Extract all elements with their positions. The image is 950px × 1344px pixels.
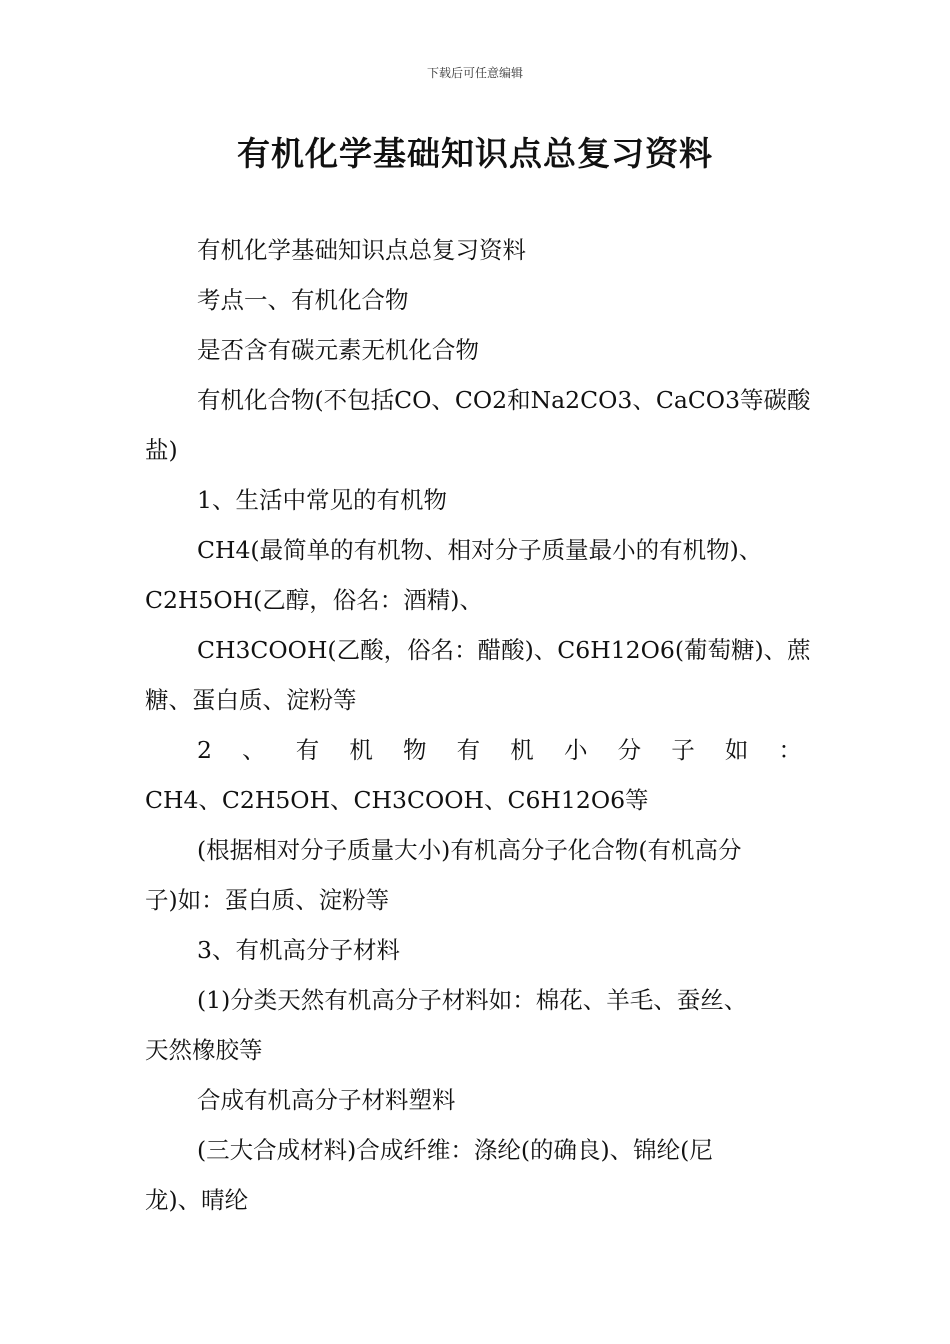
paragraph-organic-compound-definition bbox=[145, 375, 810, 475]
spread-token: 有 bbox=[295, 736, 320, 764]
spread-token: 机 bbox=[510, 736, 534, 764]
spread-token: 如 bbox=[724, 736, 749, 764]
paragraph-line: 子)如：蛋白质、淀粉等 bbox=[145, 886, 390, 914]
paragraph-line: 有机化合物(不包括CO、CO2和Na2CO3、CaCO3等碳酸 bbox=[197, 386, 811, 414]
paragraph-section-1: 1、生活中常见的有机物 bbox=[197, 486, 447, 514]
paragraph-line: CH4(最简单的有机物、相对分子质量最小的有机物)、 bbox=[197, 536, 763, 564]
paragraph-line: (三大合成材料)合成纤维：涤纶(的确良)、锦纶(尼 bbox=[197, 1136, 713, 1164]
paragraph-small-molecules bbox=[145, 725, 810, 825]
paragraph-section-3: 3、有机高分子材料 bbox=[197, 936, 400, 964]
paragraph-line: 糖、蛋白质、淀粉等 bbox=[145, 686, 357, 714]
spread-token: 有 bbox=[456, 736, 481, 764]
spread-token: 物 bbox=[403, 736, 427, 764]
paragraph-macromolecules bbox=[145, 825, 810, 925]
spread-token: 、 bbox=[242, 736, 266, 764]
spread-token: ： bbox=[778, 736, 802, 764]
header-note: 下载后可任意编辑 bbox=[426, 66, 523, 80]
spread-token: 2 bbox=[197, 736, 212, 764]
paragraph-point-one: 考点一、有机化合物 bbox=[197, 286, 409, 314]
paragraph-line: (根据相对分子质量大小)有机高分子化合物(有机高分 bbox=[197, 836, 742, 864]
spread-token: 子 bbox=[671, 736, 695, 764]
spread-token: 分 bbox=[617, 736, 642, 764]
paragraph-synthetic-fibers bbox=[145, 1125, 810, 1225]
paragraph-line: 天然橡胶等 bbox=[145, 1036, 263, 1064]
paragraph-synthetic-plastics: 合成有机高分子材料塑料 bbox=[197, 1086, 456, 1114]
paragraph-line: 龙)、晴纶 bbox=[145, 1186, 249, 1214]
paragraph-intro-title: 有机化学基础知识点总复习资料 bbox=[197, 236, 526, 264]
paragraph-line: 盐) bbox=[145, 436, 178, 464]
paragraph-carbon-criterion: 是否含有碳元素无机化合物 bbox=[197, 336, 479, 364]
document-title: 有机化学基础知识点总复习资料 bbox=[237, 134, 713, 173]
spread-token: 小 bbox=[563, 736, 588, 764]
paragraph-natural-materials bbox=[145, 975, 810, 1075]
spread-line bbox=[145, 725, 810, 775]
paragraph-acetic-acid bbox=[145, 625, 810, 725]
paragraph-line: CH4、C2H5OH、CH3COOH、C6H12O6等 bbox=[145, 786, 649, 814]
spread-token: 机 bbox=[349, 736, 373, 764]
document-body bbox=[145, 225, 810, 1225]
paragraph-line: C2H5OH(乙醇，俗名：酒精)、 bbox=[145, 586, 483, 614]
paragraph-common-organics bbox=[145, 525, 810, 625]
paragraph-line: (1)分类天然有机高分子材料如：棉花、羊毛、蚕丝、 bbox=[197, 986, 748, 1014]
paragraph-line: CH3COOH(乙酸，俗名：醋酸)、C6H12O6(葡萄糖)、蔗 bbox=[197, 636, 811, 664]
